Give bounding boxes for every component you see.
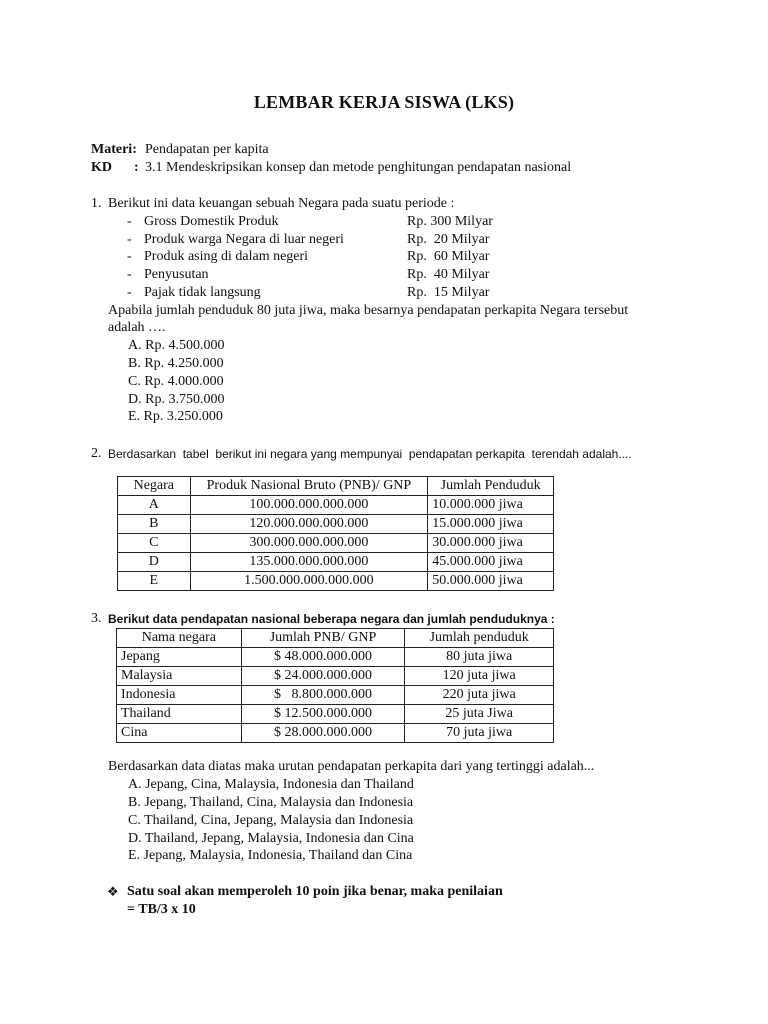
q3-number: 3. <box>91 611 102 626</box>
table-cell: $ 12.500.000.000 <box>241 705 405 724</box>
table-header-cell: Nama negara <box>117 629 242 648</box>
table-row <box>117 724 554 743</box>
q1-question-line2: adalah …. <box>108 320 166 335</box>
q3-intro: Berikut data pendapatan nasional beberapa negara dan jumlah penduduknya : <box>108 612 555 626</box>
q2-intro: Berdasarkan tabel berikut ini negara yang mempunyai pendapatan perkapita terendah adalah.... <box>108 447 632 461</box>
q3-option-d[interactable]: D. Thailand, Jepang, Malaysia, Indonesia dan Cina <box>128 831 414 846</box>
q1-option-c[interactable]: C. Rp. 4.000.000 <box>128 374 224 389</box>
q1-item-label: Produk asing di dalam negeri <box>144 249 309 264</box>
q1-question-line1: Apabila jumlah penduduk 80 juta jiwa, maka besarnya pendapatan perkapita Negara tersebut <box>108 303 629 318</box>
q1-item-label: Produk warga Negara di luar negeri <box>144 232 344 247</box>
table-cell: 120.000.000.000.000 <box>190 515 428 534</box>
q1-item-dash: - <box>127 267 132 282</box>
materi-label: Materi: <box>91 142 137 157</box>
q1-item-value: Rp. 300 Milyar <box>407 214 493 229</box>
table-cell: $ 28.000.000.000 <box>241 724 405 743</box>
table-row <box>117 667 554 686</box>
q1-item-label: Gross Domestik Produk <box>144 214 279 229</box>
table-cell: Malaysia <box>117 667 242 686</box>
table-header-cell: Jumlah PNB/ GNP <box>241 629 405 648</box>
table-row <box>117 648 554 667</box>
q1-item-dash: - <box>127 214 132 229</box>
q1-intro: Berikut ini data keuangan sebuah Negara pada suatu periode : <box>108 196 455 211</box>
table-header-row <box>118 477 554 496</box>
table-cell: 70 juta jiwa <box>405 724 554 743</box>
q2-number: 2. <box>91 446 102 461</box>
table-row <box>117 705 554 724</box>
table-row <box>118 496 554 515</box>
table-cell: D <box>118 553 191 572</box>
q1-option-e[interactable]: E. Rp. 3.250.000 <box>128 409 223 424</box>
table-cell: Cina <box>117 724 242 743</box>
table-header-cell: Jumlah Penduduk <box>428 477 554 496</box>
q1-option-d[interactable]: D. Rp. 3.750.000 <box>128 392 225 407</box>
table-cell: 300.000.000.000.000 <box>190 534 428 553</box>
q3-option-c[interactable]: C. Thailand, Cina, Jepang, Malaysia dan Indonesia <box>128 813 414 828</box>
q1-item-value: Rp. 20 Milyar <box>407 232 490 247</box>
table-header-cell: Jumlah penduduk <box>405 629 554 648</box>
q3-table <box>116 628 554 743</box>
kd-label: KD <box>91 160 112 175</box>
q1-item-dash: - <box>127 285 132 300</box>
q1-item-value: Rp. 60 Milyar <box>407 249 490 264</box>
table-cell: $ 24.000.000.000 <box>241 667 405 686</box>
table-cell: 220 juta jiwa <box>405 686 554 705</box>
table-cell: A <box>118 496 191 515</box>
q1-item-dash: - <box>127 249 132 264</box>
kd-colon: : <box>134 160 139 175</box>
table-cell: 1.500.000.000.000.000 <box>190 572 428 591</box>
table-cell: E <box>118 572 191 591</box>
table-cell: 45.000.000 jiwa <box>428 553 554 572</box>
table-cell: 15.000.000 jiwa <box>428 515 554 534</box>
table-cell: B <box>118 515 191 534</box>
table-cell: 135.000.000.000.000 <box>190 553 428 572</box>
table-cell: Jepang <box>117 648 242 667</box>
table-header-cell: Produk Nasional Bruto (PNB)/ GNP <box>190 477 428 496</box>
q1-item-value: Rp. 15 Milyar <box>407 285 490 300</box>
kd-value: 3.1 Mendeskripsikan konsep dan metode penghitungan pendapatan nasional <box>145 160 572 175</box>
table-cell: C <box>118 534 191 553</box>
table-row <box>118 553 554 572</box>
table-row <box>117 686 554 705</box>
table-cell: 50.000.000 jiwa <box>428 572 554 591</box>
q3-option-e[interactable]: E. Jepang, Malaysia, Indonesia, Thailand dan Cina <box>128 848 413 863</box>
q2-table <box>117 476 554 591</box>
table-row <box>118 572 554 591</box>
scoring-note-line2: = TB/3 x 10 <box>127 902 196 917</box>
table-row <box>118 515 554 534</box>
q1-number: 1. <box>91 196 102 211</box>
table-cell: 10.000.000 jiwa <box>428 496 554 515</box>
page-title: LEMBAR KERJA SISWA (LKS) <box>253 92 515 112</box>
table-cell: Indonesia <box>117 686 242 705</box>
q1-item-dash: - <box>127 232 132 247</box>
q1-item-label: Penyusutan <box>144 267 209 282</box>
table-cell: 30.000.000 jiwa <box>428 534 554 553</box>
diamond-bullet-icon: ❖ <box>107 884 119 899</box>
table-cell: 100.000.000.000.000 <box>190 496 428 515</box>
q3-option-b[interactable]: B. Jepang, Thailand, Cina, Malaysia dan Indonesia <box>128 795 414 810</box>
table-header-row <box>117 629 554 648</box>
q1-option-a[interactable]: A. Rp. 4.500.000 <box>128 338 225 353</box>
table-cell: 80 juta jiwa <box>405 648 554 667</box>
table-cell: $ 48.000.000.000 <box>241 648 405 667</box>
q1-option-b[interactable]: B. Rp. 4.250.000 <box>128 356 224 371</box>
q1-item-label: Pajak tidak langsung <box>144 285 261 300</box>
scoring-note-line1: Satu soal akan memperoleh 10 poin jika benar, maka penilaian <box>127 884 503 899</box>
table-cell: $ 8.800.000.000 <box>241 686 405 705</box>
table-row <box>118 534 554 553</box>
table-cell: Thailand <box>117 705 242 724</box>
table-cell: 25 juta Jiwa <box>405 705 554 724</box>
materi-value: Pendapatan per kapita <box>145 142 269 157</box>
q1-item-value: Rp. 40 Milyar <box>407 267 490 282</box>
q3-option-a[interactable]: A. Jepang, Cina, Malaysia, Indonesia dan Thailand <box>128 777 414 792</box>
table-cell: 120 juta jiwa <box>405 667 554 686</box>
q3-question: Berdasarkan data diatas maka urutan pendapatan perkapita dari yang tertinggi adalah... <box>108 759 595 774</box>
table-header-cell: Negara <box>118 477 191 496</box>
